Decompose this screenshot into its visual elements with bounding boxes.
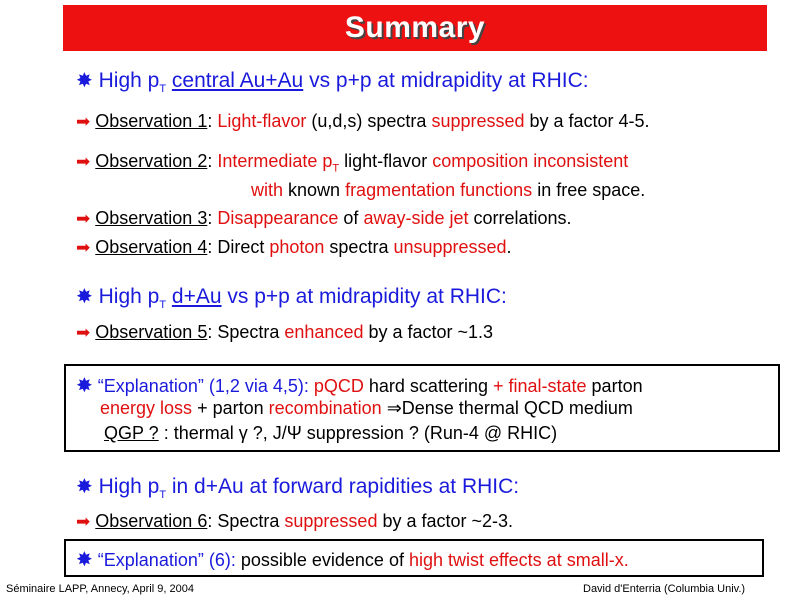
- observation-4-label: Observation 4: [95, 237, 208, 257]
- observation-2-label: Observation 2: [95, 151, 208, 171]
- star-bullet-icon: ✸: [76, 375, 93, 397]
- star-bullet-icon: ✸: [76, 70, 93, 92]
- arrow-right-icon: ➡: [76, 512, 91, 531]
- observation-1: ➡ Observation 1: Light-flavor (u,d,s) spectra suppressed by a factor 4-5.: [76, 111, 650, 131]
- star-bullet-icon: ✸: [76, 286, 93, 308]
- observation-2-continuation: with known fragmentation functions in free space.: [251, 180, 646, 200]
- arrow-right-icon: ➡: [76, 238, 91, 257]
- slide-title: Summary: [344, 11, 486, 44]
- section-heading-forward: ✸ High $p_T$ in d+Au at forward rapidities at RHIC:: [76, 475, 520, 502]
- star-bullet-icon: ✸: [76, 476, 93, 498]
- observation-5: ➡ Observation 5: Spectra enhanced by a factor ~1.3: [76, 322, 494, 342]
- arrow-right-icon: ➡: [76, 152, 91, 171]
- observation-3: ➡ Observation 3: Disappearance of away-side jet correlations.: [76, 208, 572, 228]
- section-heading-central-auau: ✸ High $p_T$ central Au+Au vs p+p at midrapidity at RHIC:: [76, 69, 589, 96]
- observation-6-label: Observation 6: [95, 511, 208, 531]
- observation-4: ➡ Observation 4: Direct photon spectra unsuppressed.: [76, 237, 512, 257]
- observation-3-label: Observation 3: [95, 208, 208, 228]
- explanation-1-line-3: QGP ? : thermal γ ?, J/Ψ suppression ? (Run-4 @ RHIC): [104, 423, 558, 443]
- explanation-1-line-1: ✸ “Explanation” (1,2 via 4,5): pQCD hard scattering + final-state parton: [76, 375, 643, 397]
- footer-left: Séminaire LAPP, Annecy, April 9, 2004: [6, 583, 194, 595]
- observation-6: ➡ Observation 6: Spectra suppressed by a factor ~2-3.: [76, 511, 514, 531]
- observation-5-label: Observation 5: [95, 322, 208, 342]
- section-heading-dau: ✸ High $p_T$ d+Au vs p+p at midrapidity at RHIC:: [76, 285, 507, 312]
- explanation-2: ✸ “Explanation” (6): possible evidence of high twist effects at small-x.: [76, 549, 629, 571]
- title-bar: [63, 5, 767, 51]
- arrow-right-icon: ➡: [76, 323, 91, 342]
- star-bullet-icon: ✸: [76, 549, 93, 571]
- explanation-1-line-2: energy loss + parton recombination ⇒Dense thermal QCD medium: [100, 398, 633, 418]
- arrow-right-icon: ➡: [76, 209, 91, 228]
- observation-2: ➡ Observation 2: Intermediate $p_T$ light-flavor composition inconsistent: [76, 151, 629, 175]
- footer-right: David d'Enterria (Columbia Univ.): [583, 583, 746, 595]
- central-auau-link[interactable]: central Au+Au: [171, 69, 304, 92]
- dau-link[interactable]: d+Au: [171, 285, 222, 308]
- arrow-right-icon: ➡: [76, 112, 91, 131]
- observation-1-label: Observation 1: [95, 111, 208, 131]
